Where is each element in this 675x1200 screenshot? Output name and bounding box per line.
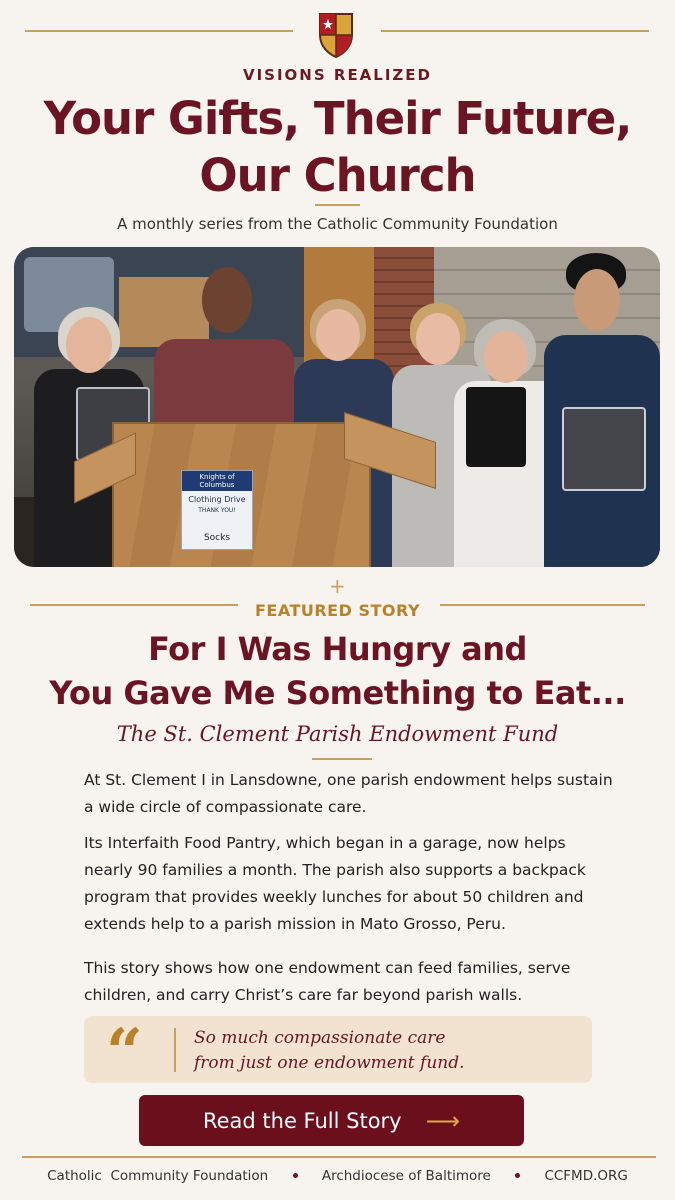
footer-site-link[interactable]: CCFMD.ORG (544, 1168, 628, 1184)
box-label-note: THANK YOU! (198, 507, 236, 514)
title-underline (315, 204, 360, 206)
box-label-item: Socks (203, 533, 231, 543)
page-title (0, 90, 675, 204)
title-line-2: Our Church (199, 149, 476, 202)
box-label-org: Knights of Columbus (182, 471, 252, 491)
story-subtitle: The St. Clement Parish Endowment Fund (116, 722, 559, 746)
footer-rule (22, 1156, 656, 1158)
series-eyebrow: VISIONS REALIZED (242, 66, 433, 84)
quote-line-1: So much compassionate care (194, 1028, 446, 1048)
quote-mark-icon: “ (106, 1015, 143, 1090)
quote-text (194, 1026, 574, 1076)
socks-package-right (562, 407, 646, 491)
title-line-1: Your Gifts, Their Future, (43, 92, 632, 145)
series-subtitle: A monthly series from the Catholic Community Foundation (117, 215, 558, 233)
quote-divider (174, 1028, 176, 1072)
box-label-title: Clothing Drive (188, 495, 246, 504)
footer-dot-1 (293, 1173, 298, 1178)
shield-crest-icon (317, 11, 355, 59)
gloves (466, 387, 526, 467)
read-full-story-label: Read the Full Story (202, 1108, 402, 1133)
story-paragraph-2: Its Interfaith Food Pantry, which began in a garage, now helps nearly 90 families a month. The parish also supports a backpack program that provides weekly lunches for about 50 children and extends help to a parish mission in Mato Grosso, Peru. (84, 834, 586, 933)
photo-stacked-box (119, 277, 209, 347)
story-subtitle-rule (312, 758, 372, 760)
header-rule-left (25, 30, 293, 32)
arrow-right-icon: ⟶ (425, 1106, 461, 1135)
story-paragraph-1: At St. Clement I in Lansdowne, one parish endowment helps sustain a wide circle of compassionate care. (84, 771, 613, 816)
footer-org: Catholic Community Foundation (47, 1168, 269, 1184)
footer (0, 1168, 675, 1184)
plus-ornament-icon: + (329, 574, 346, 598)
featured-label: FEATURED STORY (254, 601, 421, 620)
pull-quote (84, 1015, 592, 1090)
story-title (0, 627, 675, 715)
read-full-story-button[interactable] (139, 1095, 524, 1146)
footer-dot-2 (515, 1173, 520, 1178)
header-rule-right (381, 30, 649, 32)
box-label-sign (181, 470, 253, 550)
story-title-line-1: For I Was Hungry and (148, 630, 527, 668)
quote-line-2: from just one endowment fund. (194, 1053, 465, 1073)
footer-archdiocese: Archdiocese of Baltimore (321, 1168, 491, 1184)
story-paragraph-3: This story shows how one endowment can feed families, serve children, and carry Christ’s care far beyond parish walls. (84, 959, 571, 1004)
volunteers-photo (14, 247, 660, 567)
story-title-line-2: You Gave Me Something to Eat... (49, 674, 626, 712)
